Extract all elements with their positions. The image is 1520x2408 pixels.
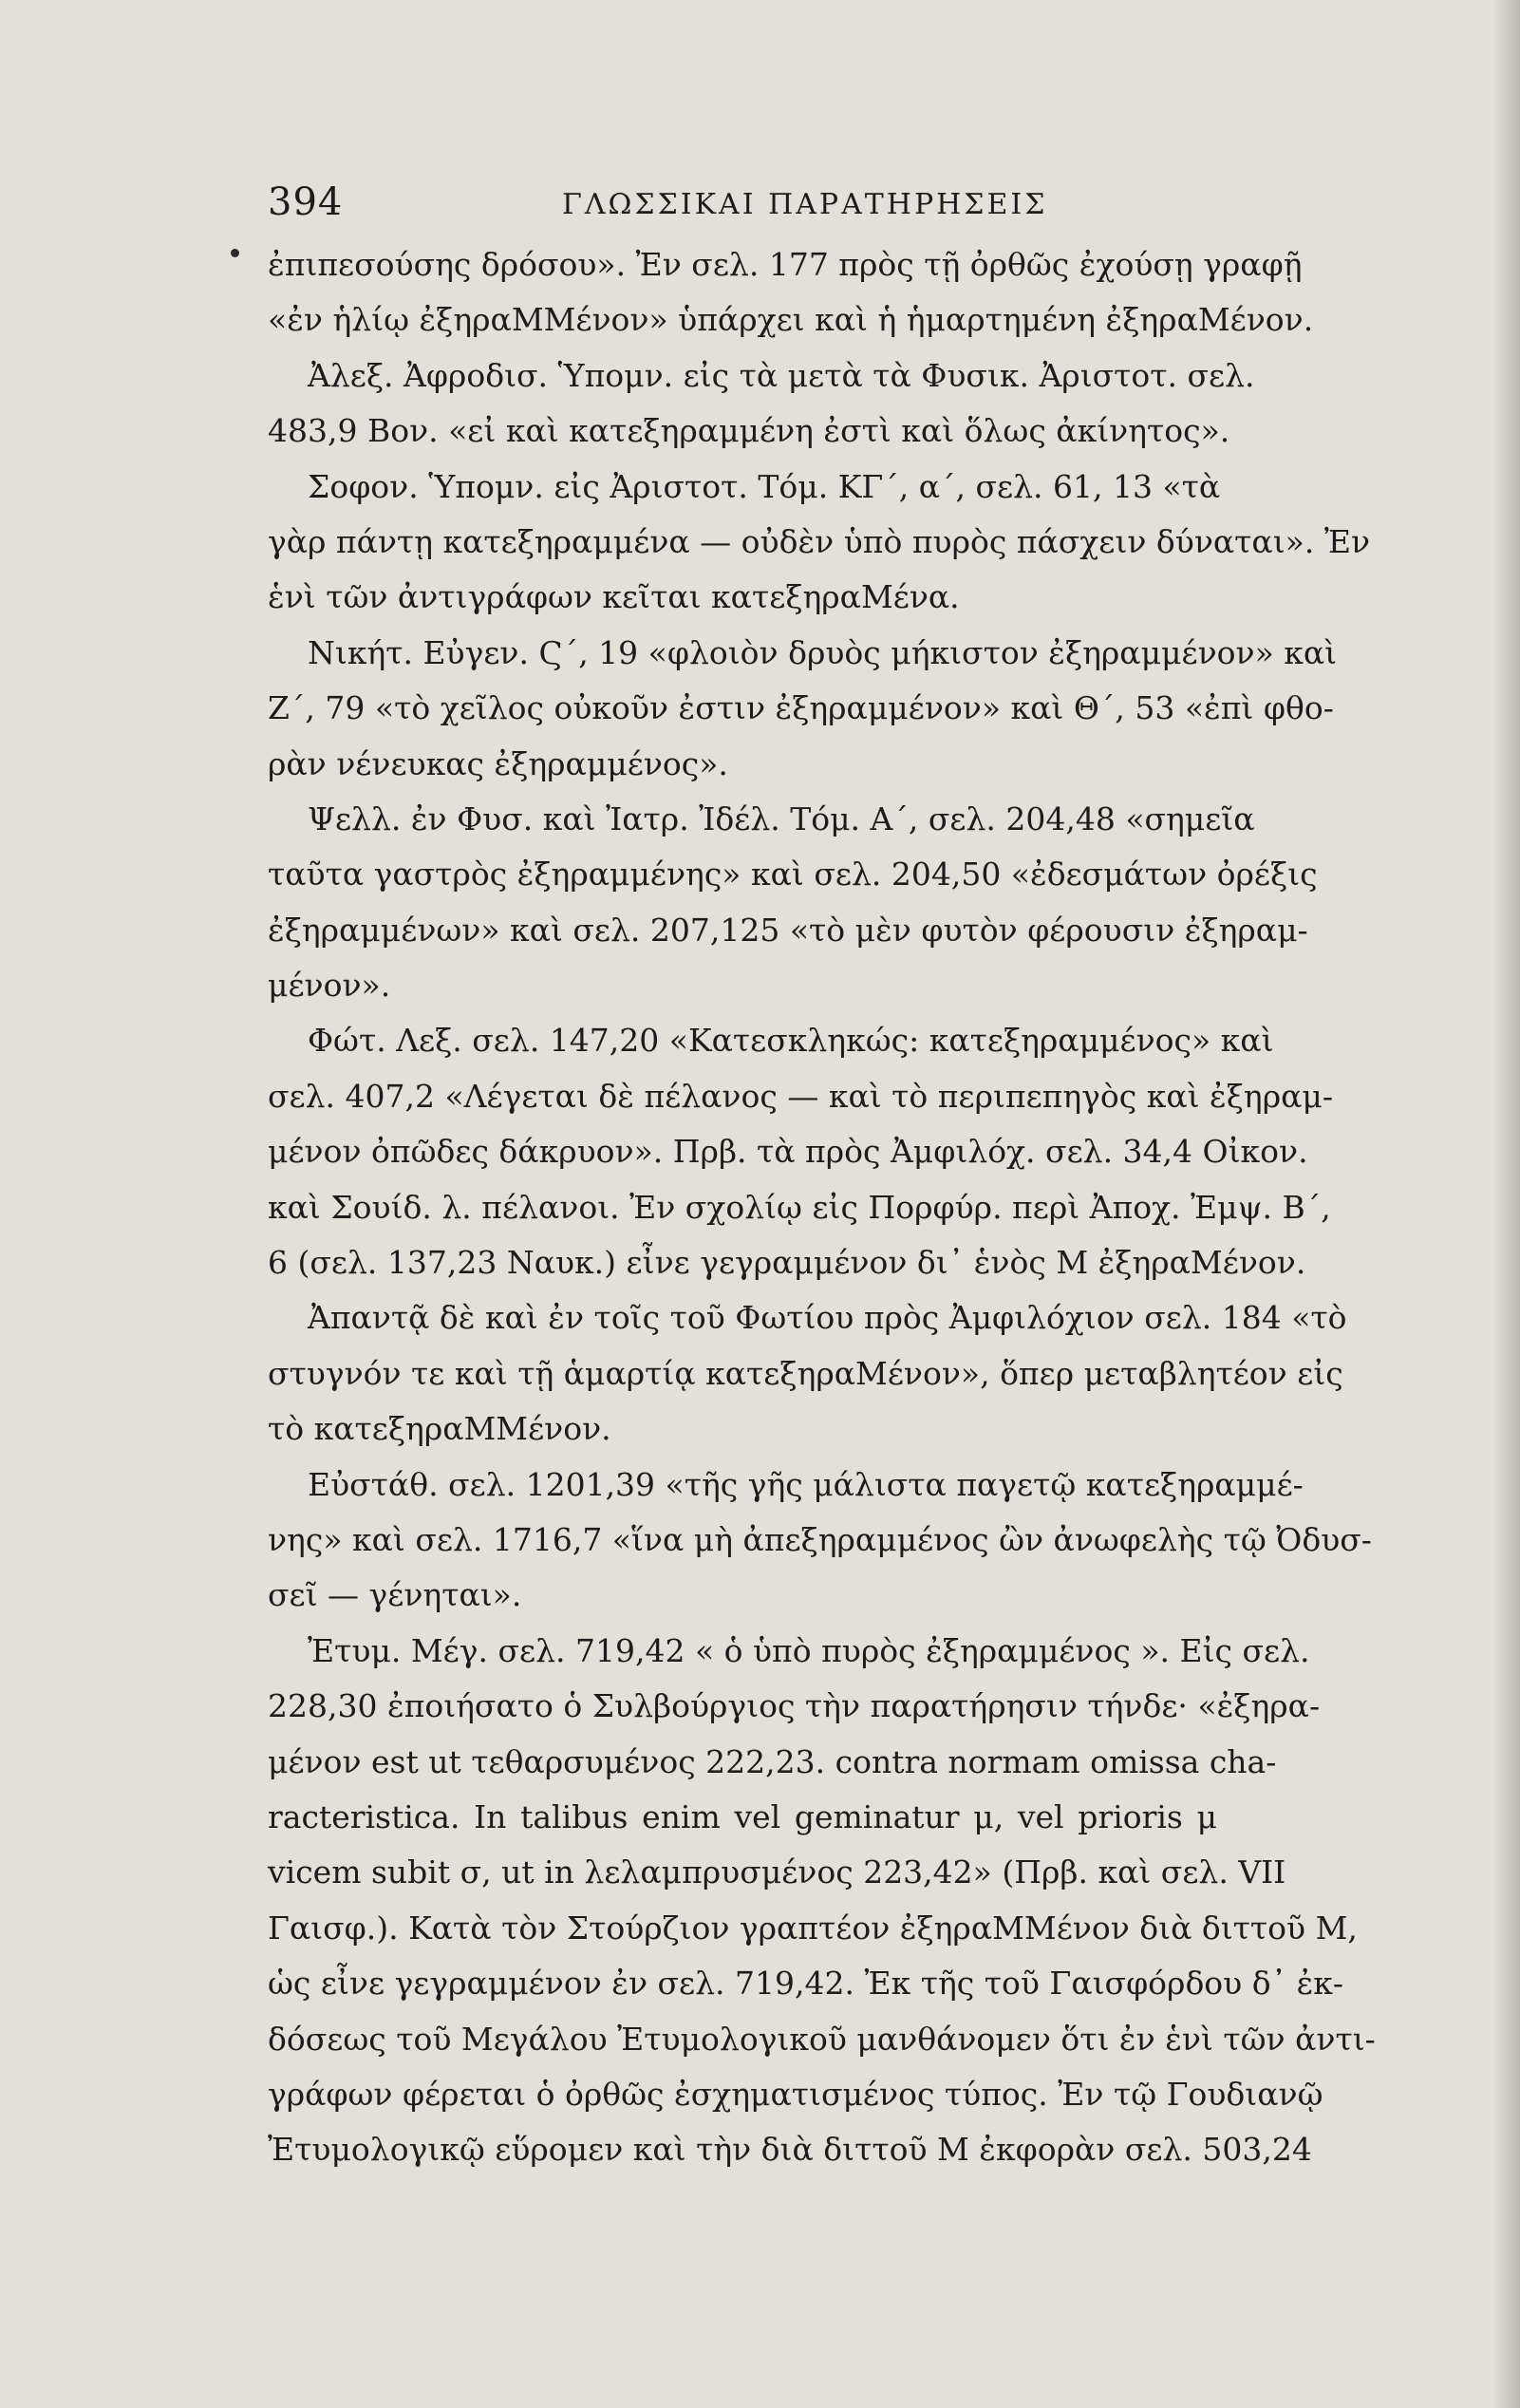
text-line: ταῦτα γαστρὸς ἐξηραμμένης» καὶ σελ. 204,50 «ἐδεσμάτων ὀρέξις — [268, 856, 1318, 894]
text-line: στυγνόν τε καὶ τῇ ἁμαρτίᾳ κατεξηραΜένον», ὅπερ μεταβλητέον εἰς — [268, 1354, 1343, 1392]
text-line: ἑνὶ τῶν ἀντιγράφων κεῖται κατεξηραΜένα. — [268, 578, 960, 616]
text-line: σελ. 407,2 «Λέγεται δὲ πέλανος — καὶ τὸ περιπεπηγὸς καὶ ἐξηραμ- — [268, 1077, 1333, 1115]
margin-mark — [231, 249, 239, 257]
text-line: δόσεως τοῦ Μεγάλου Ἐτυμολογικοῦ μανθάνομεν ὅτι ἐν ἑνὶ τῶν ἀντι- — [268, 2020, 1376, 2058]
page-number: 394 — [268, 180, 344, 224]
text-line: Ψελλ. ἐν Φυσ. καὶ Ἰατρ. Ἰδέλ. Τόμ. Α΄, σελ. 204,48 «σημεῖα — [308, 800, 1255, 837]
text-line: τὸ κατεξηραΜΜένον. — [268, 1410, 611, 1448]
text-line: Ἐτυμολογικῷ εὕρομεν καὶ τὴν διὰ διττοῦ Μ ἐκφορὰν σελ. 503,24 — [268, 2131, 1312, 2169]
text-line: Εὐστάθ. σελ. 1201,39 «τῆς γῆς μάλιστα παγετῷ κατεξηραμμέ- — [308, 1465, 1304, 1503]
text-line: «ἐν ἡλίῳ ἐξηραΜΜένον» ὑπάρχει καὶ ἡ ἡμαρτημένη ἐξηραΜένον. — [268, 301, 1314, 339]
text-line: ρὰν νένευκας ἐξηραμμένος». — [268, 744, 728, 782]
running-title: ΓΛΩΣΣΙΚΑΙ ΠΑΡΑΤΗΡΗΣΕΙΣ — [562, 188, 1048, 221]
text-line: Ἐτυμ. Μέγ. σελ. 719,42 « ὁ ὑπὸ πυρὸς ἐξηραμμένος ». Εἰς σελ. — [308, 1631, 1310, 1669]
text-line: 483,9 Βον. «εἰ καὶ κατεξηραμμένη ἐστὶ καὶ ὅλως ἀκίνητος». — [268, 412, 1230, 450]
page-header — [268, 180, 1217, 228]
text-line: Ἀπαντᾷ δὲ καὶ ἐν τοῖς τοῦ Φωτίου πρὸς Ἀμφιλόχιον σελ. 184 «τὸ — [308, 1299, 1347, 1337]
page-edge-shadow — [1493, 0, 1520, 2408]
text-line: Σοφον. Ὑπομν. εἰς Ἀριστοτ. Τόμ. ΚΓ΄, α΄, σελ. 61, 13 «τὰ — [308, 467, 1221, 505]
text-line: γράφων φέρεται ὁ ὀρθῶς ἐσχηματισμένος τύπος. Ἐν τῷ Γουδιανῷ — [268, 2075, 1323, 2113]
text-line: μένον». — [268, 967, 391, 1005]
text-line: ἐξηραμμένων» καὶ σελ. 207,125 «τὸ μὲν φυτὸν φέρουσιν ἐξηραμ- — [268, 911, 1308, 949]
text-line: vicem subit σ, ut in λελαμπρυσμένος 223,42» (Πρβ. καὶ σελ. VII — [268, 1853, 1286, 1891]
text-line: 6 (σελ. 137,23 Ναυκ.) εἶνε γεγραμμένον δι᾽ ἑνὸς Μ ἐξηραΜένον. — [268, 1244, 1306, 1282]
text-line: μένον ὀπῶδες δάκρυον». Πρβ. τὰ πρὸς Ἀμφιλόχ. σελ. 34,4 Οἰκον. — [268, 1133, 1308, 1171]
text-line: μένον est ut τεθαρσυμένος 222,23. contra normam omissa cha- — [268, 1742, 1277, 1780]
text-line: καὶ Σουίδ. λ. πέλανοι. Ἐν σχολίῳ εἰς Πορφύρ. περὶ Ἀποχ. Ἐμψ. Β΄, — [268, 1188, 1331, 1226]
text-line: Γαισφ.). Κατὰ τὸν Στούρζιον γραπτέον ἐξηραΜΜένον διὰ διττοῦ Μ, — [268, 1909, 1358, 1947]
body-text — [268, 237, 1376, 2178]
text-line: Ζ΄, 79 «τὸ χεῖλος οὐκοῦν ἐστιν ἐξηραμμένον» καὶ Θ΄, 53 «ἐπὶ φθο- — [268, 689, 1334, 727]
text-line: Ἀλεξ. Ἀφροδισ. Ὑπομν. εἰς τὰ μετὰ τὰ Φυσικ. Ἀριστοτ. σελ. — [308, 356, 1255, 394]
text-line: ἐπιπεσούσης δρόσου». Ἐν σελ. 177 πρὸς τῇ ὀρθῶς ἐχούσῃ γραφῇ — [268, 246, 1303, 283]
text-line: racteristica. In talibus enim vel geminatur μ, vel prioris μ — [268, 1797, 1217, 1835]
text-line: Νικήτ. Εὐγεν. Ϛ΄, 19 «φλοιὸν δρυὸς μήκιστον ἐξηραμμένον» καὶ — [308, 633, 1338, 671]
text-line: Φώτ. Λεξ. σελ. 147,20 «Κατεσκληκώς: κατεξηραμμένος» καὶ — [308, 1022, 1274, 1060]
text-line: νης» καὶ σελ. 1716,7 «ἵνα μὴ ἀπεξηραμμένος ὢν ἀνωφελὴς τῷ Ὀδυσ- — [268, 1520, 1372, 1558]
text-line: ὡς εἶνε γεγραμμένον ἐν σελ. 719,42. Ἐκ τῆς τοῦ Γαισφόρδου δ᾽ ἐκ- — [268, 1965, 1344, 2003]
text-line: γὰρ πάντῃ κατεξηραμμένα — οὐδὲν ὑπὸ πυρὸς πάσχειν δύναται». Ἐν — [268, 522, 1371, 560]
text-line: σεῖ — γένηται». — [268, 1576, 522, 1614]
text-line: 228,30 ἐποιήσατο ὁ Συλβούργιος τὴν παρατήρησιν τήνδε· «ἐξηρα- — [268, 1687, 1321, 1725]
